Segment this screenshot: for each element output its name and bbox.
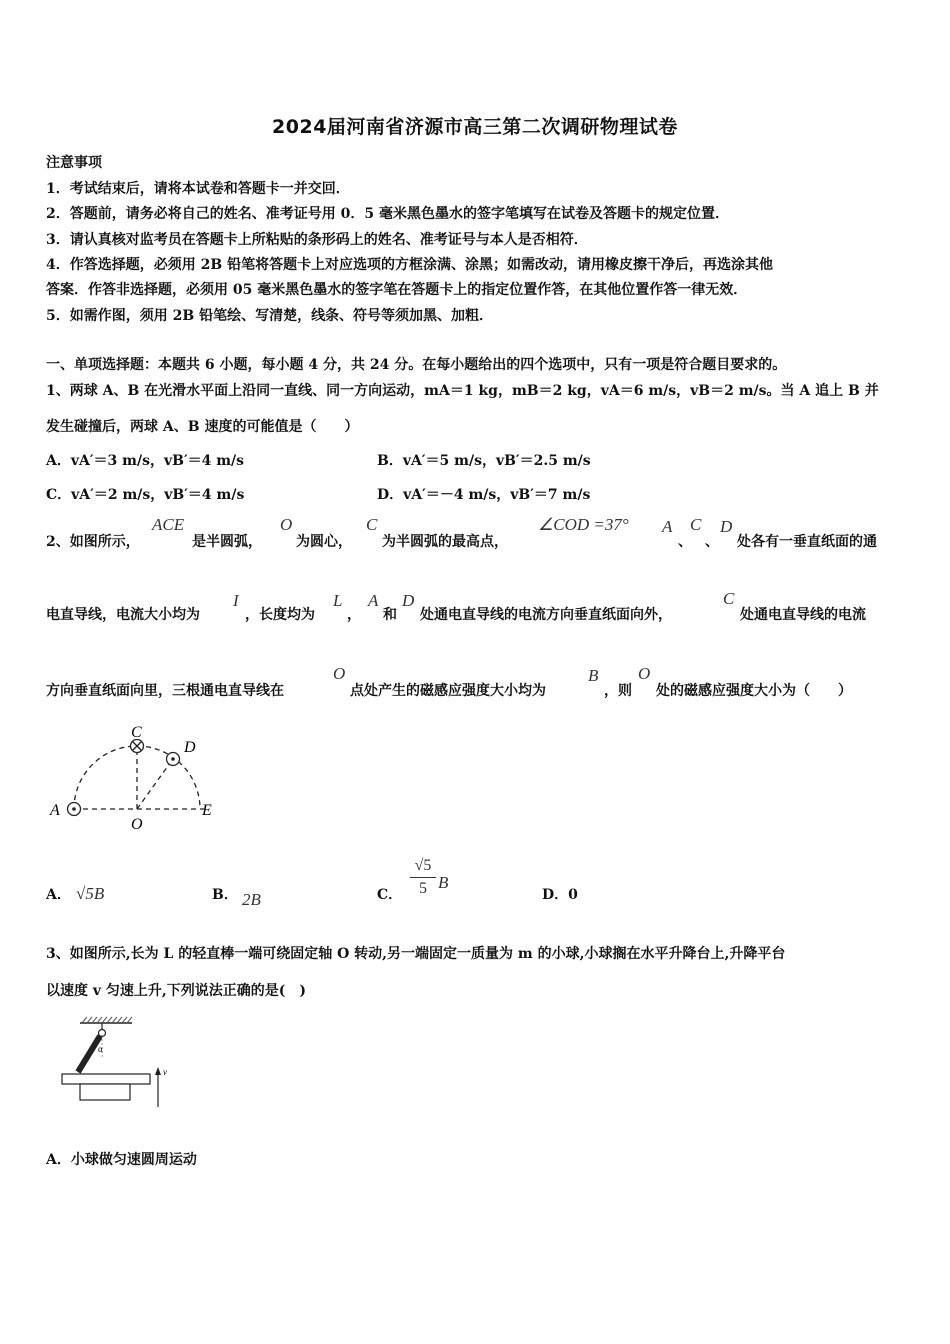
label-o: O	[131, 816, 143, 833]
question-1-stem: 1、两球 A、B 在光滑水平面上沿同一直线、同一方向运动，mA＝1 kg，mB＝2 kg，vA＝6 m/s，vB＝2 m/s。当 A 追上 B 并	[46, 383, 879, 399]
label-e: E	[202, 802, 212, 819]
math-d: D	[720, 517, 733, 536]
label-alpha: α	[98, 1044, 103, 1054]
radius-od	[137, 759, 173, 809]
math-c: C	[723, 589, 735, 608]
option-c-b: B	[438, 873, 449, 892]
option-a-math: √5B	[76, 884, 105, 903]
note-item: 1．考试结束后，请将本试卷和答题卡一并交回．	[46, 181, 350, 197]
section-heading: 一、单项选择题：本题共 6 小题，每小题 4 分，共 24 分。在每小题给出的四个选项中，只有一项是符合题目要求的。	[46, 357, 787, 373]
question-2-text: 是半圆弧，	[192, 534, 262, 550]
question-2-text: 处通电直导线的电流方向垂直纸面向外，	[420, 607, 672, 623]
math-angle: ∠COD =37°	[538, 515, 629, 534]
math-c: C	[690, 515, 702, 534]
math-b: B	[588, 666, 599, 685]
page-title: 2024届河南省济源市高三第二次调研物理试卷	[272, 116, 678, 138]
fraction-numerator: √5	[414, 857, 432, 874]
question-2-option-a: A．	[46, 887, 71, 903]
question-2-text: 2、如图所示，	[46, 534, 140, 550]
fraction-denominator: 5	[419, 880, 427, 897]
notes-heading: 注意事项	[46, 155, 102, 171]
question-1-stem: 发生碰撞后，两球 A、B 速度的可能值是（ ）	[46, 419, 359, 435]
question-2-text: 处各有一垂直纸面的通	[737, 534, 877, 550]
math-o: O	[638, 664, 651, 683]
question-2-option-b: B．	[212, 887, 238, 903]
math-a: A	[662, 517, 673, 536]
math-a: A	[368, 591, 379, 610]
question-2-text: 为半圆弧的最高点，	[382, 534, 508, 550]
question-1-option-d: D．vA′＝－4 m/s，vB′＝7 m/s	[377, 487, 591, 503]
arrow-up-icon	[155, 1067, 161, 1075]
math-l: L	[333, 591, 343, 610]
question-2-text: 电直导线，电流大小均为	[46, 607, 200, 623]
label-v: v	[163, 1067, 167, 1077]
label-c: C	[131, 724, 142, 741]
note-item: 4．作答选择题，必须用 2B 铅笔将答题卡上对应选项的方框涂满、涂黑；如需改动，请用橡皮擦干净后，再选涂其他	[46, 257, 774, 273]
note-item: 2．答题前，请务必将自己的姓名、准考证号用 0．5 毫米黑色墨水的签字笔填写在试卷及答题卡的规定位置．	[46, 206, 729, 222]
math-ace: ACE	[152, 515, 185, 534]
math-d: D	[402, 591, 415, 610]
question-2-text: ，则	[604, 683, 632, 699]
question-3-option-a: A．小球做匀速圆周运动	[46, 1152, 197, 1168]
note-item: 3．请认真核对监考员在答题卡上所粘贴的条形码上的姓名、准考证号与本人是否相符．	[46, 232, 588, 248]
question-2-text: 和	[383, 607, 397, 623]
question-2-text: ，	[347, 607, 361, 623]
question-2-text: ，长度均为	[245, 607, 315, 623]
note-item: 答案．作答非选择题，必须用 05 毫米黑色墨水的签字笔在答题卡上的指定位置作答，在其他位置作答一律无效．	[46, 282, 748, 298]
platform-base	[80, 1084, 130, 1100]
rod	[78, 1036, 100, 1072]
option-b-math: 2B	[242, 890, 261, 909]
separator: 、	[678, 534, 692, 550]
label-d: D	[184, 739, 196, 756]
question-3-stem: 3、如图所示,长为 L 的轻直棒一端可绕固定轴 O 转动,另一端固定一质量为 m 的小球,小球搁在水平升降台上,升降平台	[46, 946, 786, 962]
math-o: O	[333, 664, 346, 683]
question-3-stem: 以速度 v 匀速上升,下列说法正确的是( )	[46, 983, 307, 999]
question-2-text: 方向垂直纸面向里，三根通电直导线在	[46, 683, 284, 699]
semicircle-figure	[44, 715, 234, 833]
platform	[62, 1074, 150, 1084]
question-2-text: 处的磁感应强度大小为（ ）	[656, 683, 852, 699]
question-1-option-a: A．vA′＝3 m/s，vB′＝4 m/s	[46, 453, 245, 469]
lift-platform-figure	[56, 1015, 186, 1115]
math-i: I	[233, 591, 239, 610]
math-o: O	[280, 515, 293, 534]
question-1-option-b: B．vA′＝5 m/s，vB′＝2.5 m/s	[377, 453, 591, 469]
fraction-bar	[410, 877, 436, 878]
note-item: 5．如需作图，须用 2B 铅笔绘、写清楚，线条、符号等须加黑、加粗．	[46, 308, 494, 324]
question-2-option-c: C．	[377, 887, 403, 903]
fraction	[408, 857, 438, 898]
separator: 、	[705, 534, 719, 550]
question-2-text: 为圆心，	[296, 534, 352, 550]
question-2-text: 处通电直导线的电流	[740, 607, 866, 623]
question-2-text: 点处产生的磁感应强度大小均为	[350, 683, 546, 699]
label-a: A	[50, 802, 60, 819]
question-2-option-d: D．0	[542, 887, 578, 903]
math-c: C	[366, 515, 378, 534]
question-1-option-c: C．vA′＝2 m/s，vB′＝4 m/s	[46, 487, 245, 503]
